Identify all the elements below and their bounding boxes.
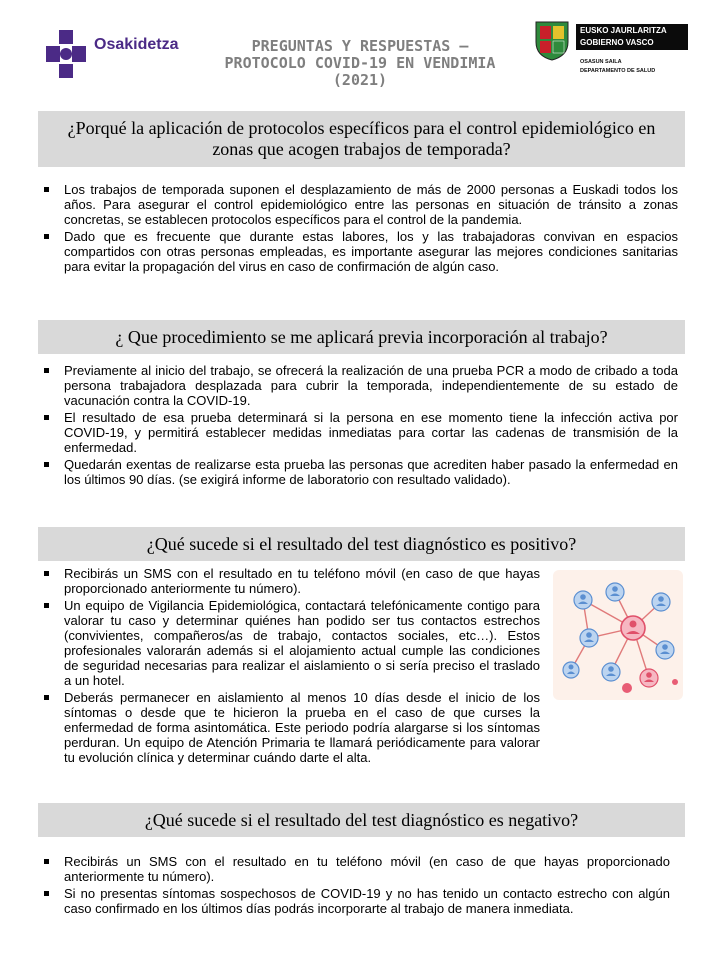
section-1-heading: ¿Porqué la aplicación de protocolos específicos para el control epidemiológico en zonas que acogen trabajos de temporada? [38, 111, 685, 167]
list-item: Quedarán exentas de realizarse esta prueba las personas que acrediten haber pasado la enfermedad en los últimos 90 días. (se exigirá informe de laboratorio con resultado validado). [40, 457, 678, 487]
section-4-heading: ¿Qué sucede si el resultado del test diagnóstico es negativo? [38, 803, 685, 837]
list-item: Si no presentas síntomas sospechosos de COVID-19 y no has tenido un contacto estrecho con algún caso confirmado en los últimos días podrás incorporarte al trabajo de manera inmediata. [40, 886, 670, 916]
section-3-list [40, 566, 540, 767]
gov-department [580, 58, 655, 76]
title-line-1: PREGUNTAS Y RESPUESTAS – [251, 37, 469, 55]
list-item: Recibirás un SMS con el resultado en tu teléfono móvil (en caso de que hayas proporcionado anteriormente tu número). [40, 854, 670, 884]
list-item: Los trabajos de temporada suponen el desplazamiento de más de 2000 personas a Euskadi todos los años. Para asegurar el control epidemiológico entre las personas en situación de tránsito a zonas concretas, se establecen protocolos específicos para el control de la pandemia. [40, 182, 678, 227]
list-item: El resultado de esa prueba determinará si la persona en ese momento tiene la infección activa por COVID-19, y permitirá establecer medidas inmediatas para cortar las cadenas de transmisión de la enfermedad. [40, 410, 678, 455]
osakidetza-wordmark: Osakidetza [94, 36, 179, 53]
list-item: Previamente al inicio del trabajo, se ofrecerá la realización de una prueba PCR a modo de cribado a toda persona trabajadora desplazada para cubrir la temporada, independientemente de su estado de vacunación contra la COVID-19. [40, 363, 678, 408]
gobierno-vasco-logo [532, 18, 692, 84]
title-line-3: (2021) [332, 71, 388, 89]
page-title [175, 38, 545, 89]
basque-coat-of-arms-icon [532, 18, 572, 62]
section-2-list [40, 363, 678, 489]
section-1-list [40, 182, 678, 276]
section-4-list [40, 854, 670, 918]
list-item: Deberás permanecer en aislamiento al menos 10 días desde el inicio de los síntomas o desde que te hicieron la prueba en el caso de que curses la enfermedad de forma asintomática. Este periodo podría alargarse si los síntomas perduran. Un equipo de Atención Primaria te llamará periódicamente para valorar tu evolución clínica y determinar cuándo darte el alta. [40, 690, 540, 765]
osakidetza-cross-icon [46, 30, 86, 78]
gov-name-box [576, 24, 688, 50]
contact-network-illustration [553, 570, 683, 700]
gov-name-spanish: GOBIERNO VASCO [580, 38, 654, 47]
osakidetza-logo [46, 30, 196, 82]
gov-department-spanish: DEPARTAMENTO DE SALUD [580, 68, 656, 74]
list-item: Recibirás un SMS con el resultado en tu teléfono móvil (en caso de que hayas proporcionado anteriormente tu número). [40, 566, 540, 596]
list-item: Un equipo de Vigilancia Epidemiológica, contactará telefónicamente contigo para valorar tu caso y determinar quiénes han podido ser tus contactos estrechos (convivientes, compañeros/as de trabajo, contactos sociales, etc…). Estos profesionales valorarán además si el alojamiento actual cumple las condiciones de seguridad necesarias para realizar el aislamiento o si sería preciso el traslado a un hotel. [40, 598, 540, 688]
list-item: Dado que es frecuente que durante estas labores, los y las trabajadoras convivan en espacios compartidos con otras personas empleadas, es importante asegurar las mejores condiciones sanitarias para evitar la propagación del virus en caso de confirmación de algún caso. [40, 229, 678, 274]
gov-name-basque: EUSKO JAURLARITZA [580, 26, 667, 35]
title-line-2: PROTOCOLO COVID-19 EN VENDIMIA [224, 54, 496, 72]
section-3-heading: ¿Qué sucede si el resultado del test diagnóstico es positivo? [38, 527, 685, 561]
gov-department-basque: OSASUN SAILA [580, 59, 622, 65]
section-2-heading: ¿ Que procedimiento se me aplicará previa incorporación al trabajo? [38, 320, 685, 354]
